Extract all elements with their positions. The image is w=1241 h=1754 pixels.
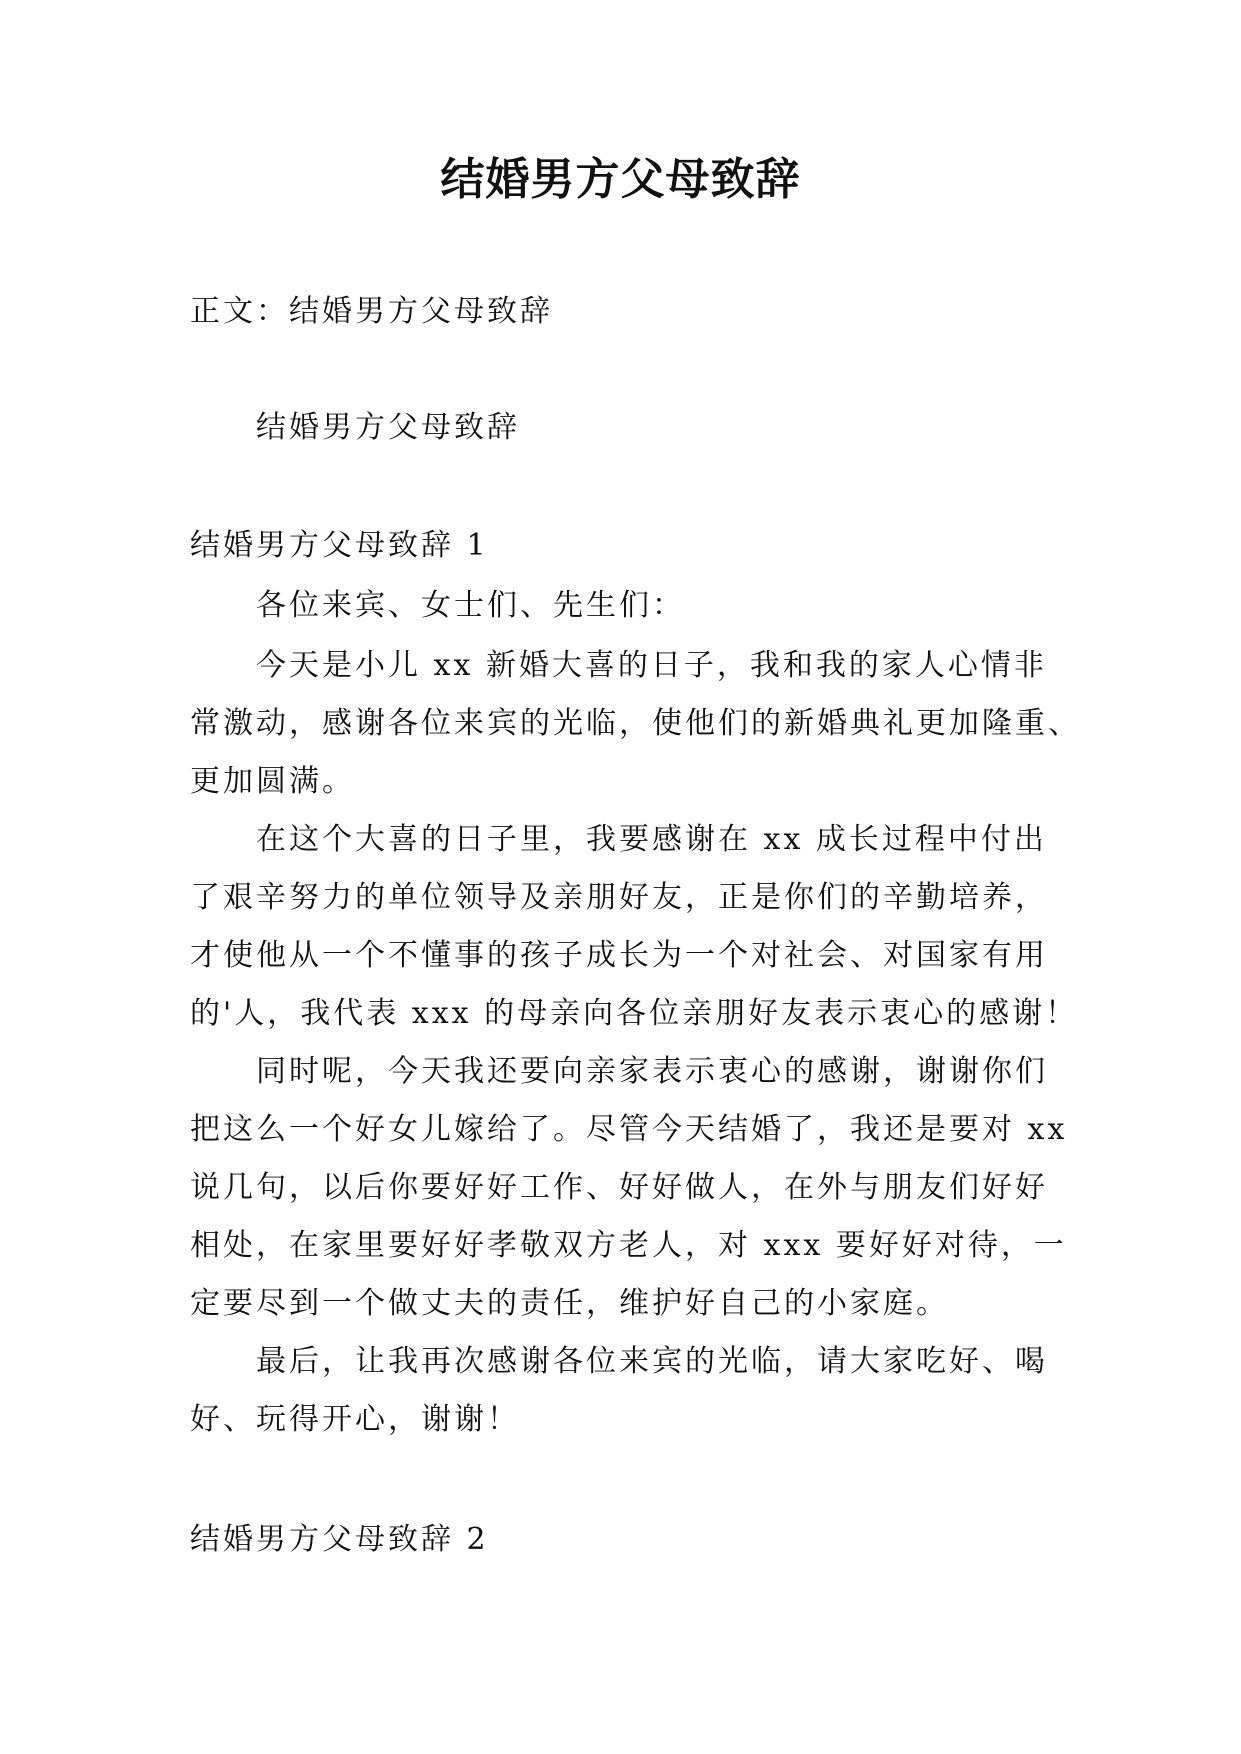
paragraph-line: 了艰辛努力的单位领导及亲朋好友，正是你们的辛勤培养， <box>190 880 1048 915</box>
paragraph-line: 定要尽到一个做丈夫的责任，维护好自己的小家庭。 <box>190 1286 949 1321</box>
paragraph-line: 才使他从一个不懂事的孩子成长为一个对社会、对国家有用 <box>190 938 1048 973</box>
paragraph-line: 的'人，我代表 xxx 的母亲向各位亲朋好友表示衷心的感谢！ <box>190 996 1079 1031</box>
paragraph-line: 今天是小儿 xx 新婚大喜的日子，我和我的家人心情非 <box>256 648 1047 683</box>
paragraph-line: 在这个大喜的日子里，我要感谢在 xx 成长过程中付出 <box>256 822 1047 857</box>
paragraph-line: 相处，在家里要好好孝敬双方老人，对 xxx 要好好对待，一 <box>190 1228 1067 1263</box>
paragraph-line: 更加圆满。 <box>190 764 355 799</box>
greeting-line: 各位来宾、女士们、先生们： <box>256 588 685 623</box>
paragraph-line: 常激动，感谢各位来宾的光临，使他们的新婚典礼更加隆重、 <box>190 706 1081 741</box>
document-title: 结婚男方父母致辞 <box>440 154 801 205</box>
inner-title-line: 结婚男方父母致辞 <box>256 410 520 445</box>
paragraph-line: 把这么一个好女儿嫁给了。尽管今天结婚了，我还是要对 xx <box>190 1112 1068 1147</box>
section-heading-1: 结婚男方父母致辞 1 <box>190 528 489 563</box>
paragraph-line: 最后，让我再次感谢各位来宾的光临，请大家吃好、喝 <box>256 1344 1048 1379</box>
body-label-line: 正文：结婚男方父母致辞 <box>190 294 553 329</box>
paragraph-line: 同时呢，今天我还要向亲家表示衷心的感谢，谢谢你们 <box>256 1054 1048 1089</box>
paragraph-line: 好、玩得开心，谢谢！ <box>190 1402 520 1437</box>
paragraph-line: 说几句，以后你要好好工作、好好做人，在外与朋友们好好 <box>190 1170 1048 1205</box>
section-heading-2: 结婚男方父母致辞 2 <box>190 1522 489 1557</box>
